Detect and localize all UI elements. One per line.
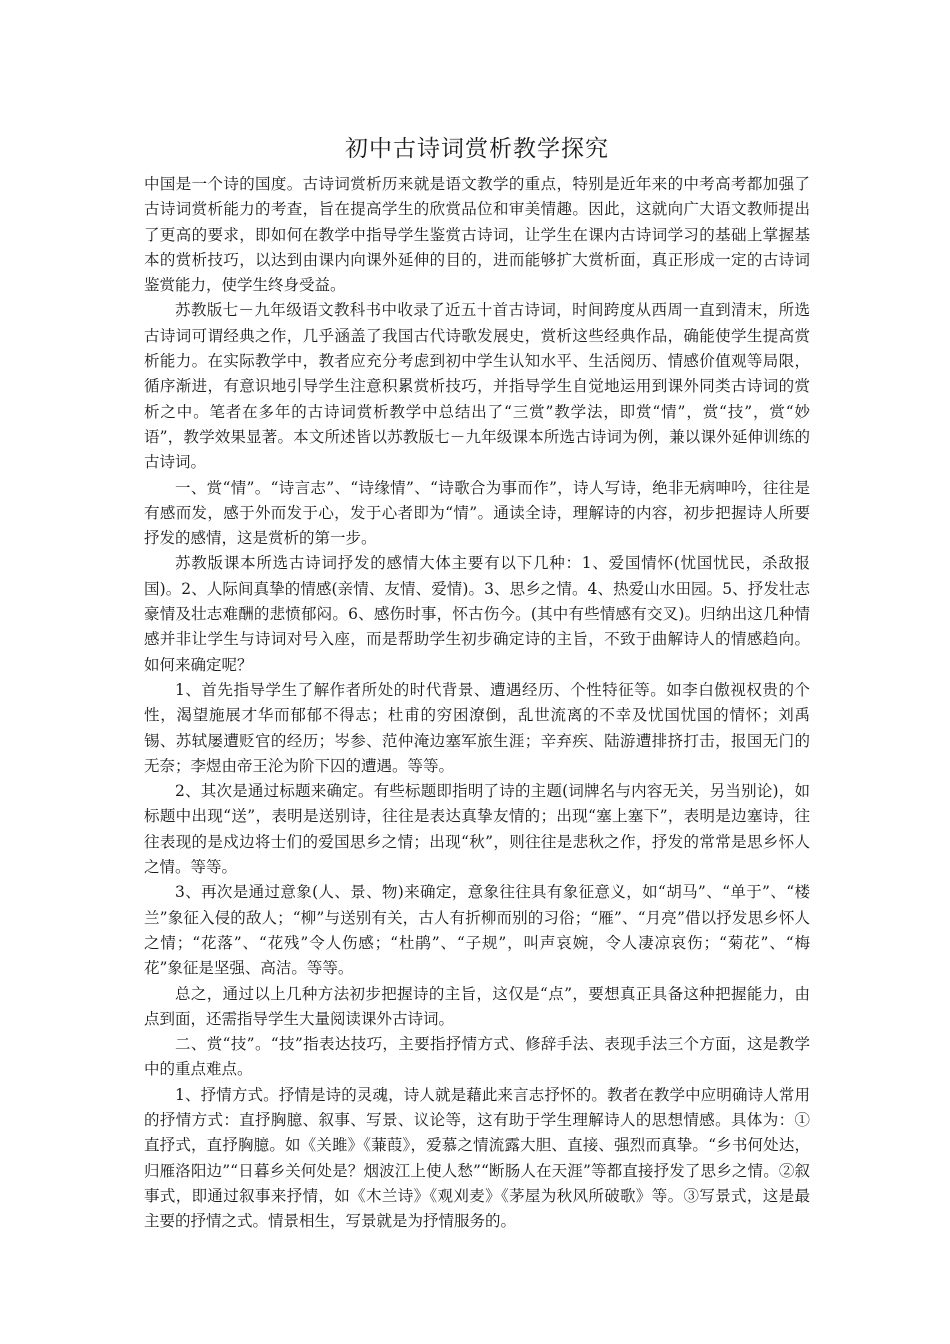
paragraph-lyric-methods: 1、抒情方式。抒情是诗的灵魂，诗人就是藉此来言志抒怀的。教者在教学中应明确诗人常用的抒情方式：直抒胸臆、叙事、写景、议论等，这有助于学生理解诗人的思想情感。具体为：①直抒式，直抒胸臆。如《关雎》《蒹葭》，爱慕之情流露大胆、直接、强烈而真挚。“乡书何处达，归雁洛阳边”“日暮乡关何处是？烟波江上使人愁”“断肠人在天涯”等都直接抒发了思乡之情。②叙事式，即通过叙事来抒情，如《木兰诗》《观刈麦》《茅屋为秋风所破歌》等。③写景式，这是最主要的抒情之式。情景相生，写景就是为抒情服务的。 [144,1085,810,1231]
document-page [144,128,810,1234]
document-title: 初中古诗词赏析教学探究 [345,136,609,162]
paragraph-section-one-emotion: 一、赏“情”。“诗言志”、“诗缘情”、“诗歌合为事而作”，诗人写诗，绝非无病呻吟，往往是有感而发，感于外而发于心，发于心者即为“情”。通读全诗，理解诗的内容，初步把握诗人所要抒发的感情，这是赏析的第一步。 [144,478,810,548]
paragraph-method-title: 2、其次是通过标题来确定。有些标题即指明了诗的主题(词牌名与内容无关，另当别论)，如标题中出现“送”，表明是送别诗，往往是表达真挚友情的；出现“塞上塞下”，表明是边塞诗，往往表现的是戍边将士们的爱国思乡之情；出现“秋”，则往往是悲秋之作，抒发的常常是思乡怀人之情。等等。 [144,782,810,877]
paragraph-section-two-technique: 二、赏“技”。“技”指表达技巧，主要指抒情方式、修辞手法、表现手法三个方面，这是教学中的重点难点。 [144,1035,810,1079]
paragraph-method-background: 1、首先指导学生了解作者所处的时代背景、遭遇经历、个性特征等。如李白傲视权贵的个性，渴望施展才华而郁郁不得志；杜甫的穷困潦倒，乱世流离的不幸及忧国忧国的情怀；刘禹锡、苏轼屡遭贬官的经历；岑参、范仲淹边塞军旅生涯；辛弃疾、陆游遭排挤打击，报国无门的无奈；李煜由帝王沦为阶下囚的遭遇。等等。 [144,680,810,775]
paragraph-summary: 总之，通过以上几种方法初步把握诗的主旨，这仅是“点”，要想真正具备这种把握能力，由点到面，还需指导学生大量阅读课外古诗词。 [144,984,810,1028]
paragraph-intro: 中国是一个诗的国度。古诗词赏析历来就是语文教学的重点，特别是近年来的中考高考都加强了古诗词赏析能力的考查，旨在提高学生的欣赏品位和审美情趣。因此，这就向广大语文教师提出了更高的要求，即如何在教学中指导学生鉴赏古诗词，让学生在课内古诗词学习的基础上掌握基本的赏析技巧，以达到由课内向课外延伸的目的，进而能够扩大赏析面，真正形成一定的古诗词鉴赏能力，使学生终身受益。 [144,175,810,295]
paragraph-textbook-overview: 苏教版七－九年级语文教科书中收录了近五十首古诗词，时间跨度从西周一直到清末，所选古诗词可谓经典之作，几乎涵盖了我国古代诗歌发展史，赏析这些经典作品，确能使学生提高赏析能力。在实际教学中，教者应充分考虑到初中学生认知水平、生活阅历、情感价值观等局限，循序渐进，有意识地引导学生注意积累赏析技巧，并指导学生自觉地运用到课外同类古诗词的赏析之中。笔者在多年的古诗词赏析教学中总结出了“三赏”教学法，即赏“情”，赏“技”，赏“妙语”，教学效果显著。本文所述皆以苏教版七－九年级课本所选古诗词为例，兼以课外延伸训练的古诗词。 [144,301,810,472]
paragraph-emotion-types: 苏教版课本所选古诗词抒发的感情大体主要有以下几种：1、爱国情怀(忧国忧民，杀敌报国)。2、人际间真挚的情感(亲情、友情、爱情)。3、思乡之情。4、热爱山水田园。5、抒发壮志豪情及壮志难酬的悲愤郁闷。6、感伤时事，怀古伤今。(其中有些情感有交叉)。归纳出这几种情感并非让学生与诗词对号入座，而是帮助学生初步确定诗的主旨，不致于曲解诗人的情感趋向。如何来确定呢？ [144,554,810,674]
paragraph-method-imagery: 3、再次是通过意象(人、景、物)来确定，意象往往具有象征意义，如“胡马”、“单于”、“楼兰”象征入侵的敌人；“柳”与送别有关，古人有折柳而别的习俗；“雁”、“月亮”借以抒发思乡怀人之情；“花落”、“花残”令人伤感；“杜鹃”、“子规”，叫声哀婉，令人凄凉哀伤；“菊花”、“梅花”象征是坚强、高洁。等等。 [144,883,810,978]
